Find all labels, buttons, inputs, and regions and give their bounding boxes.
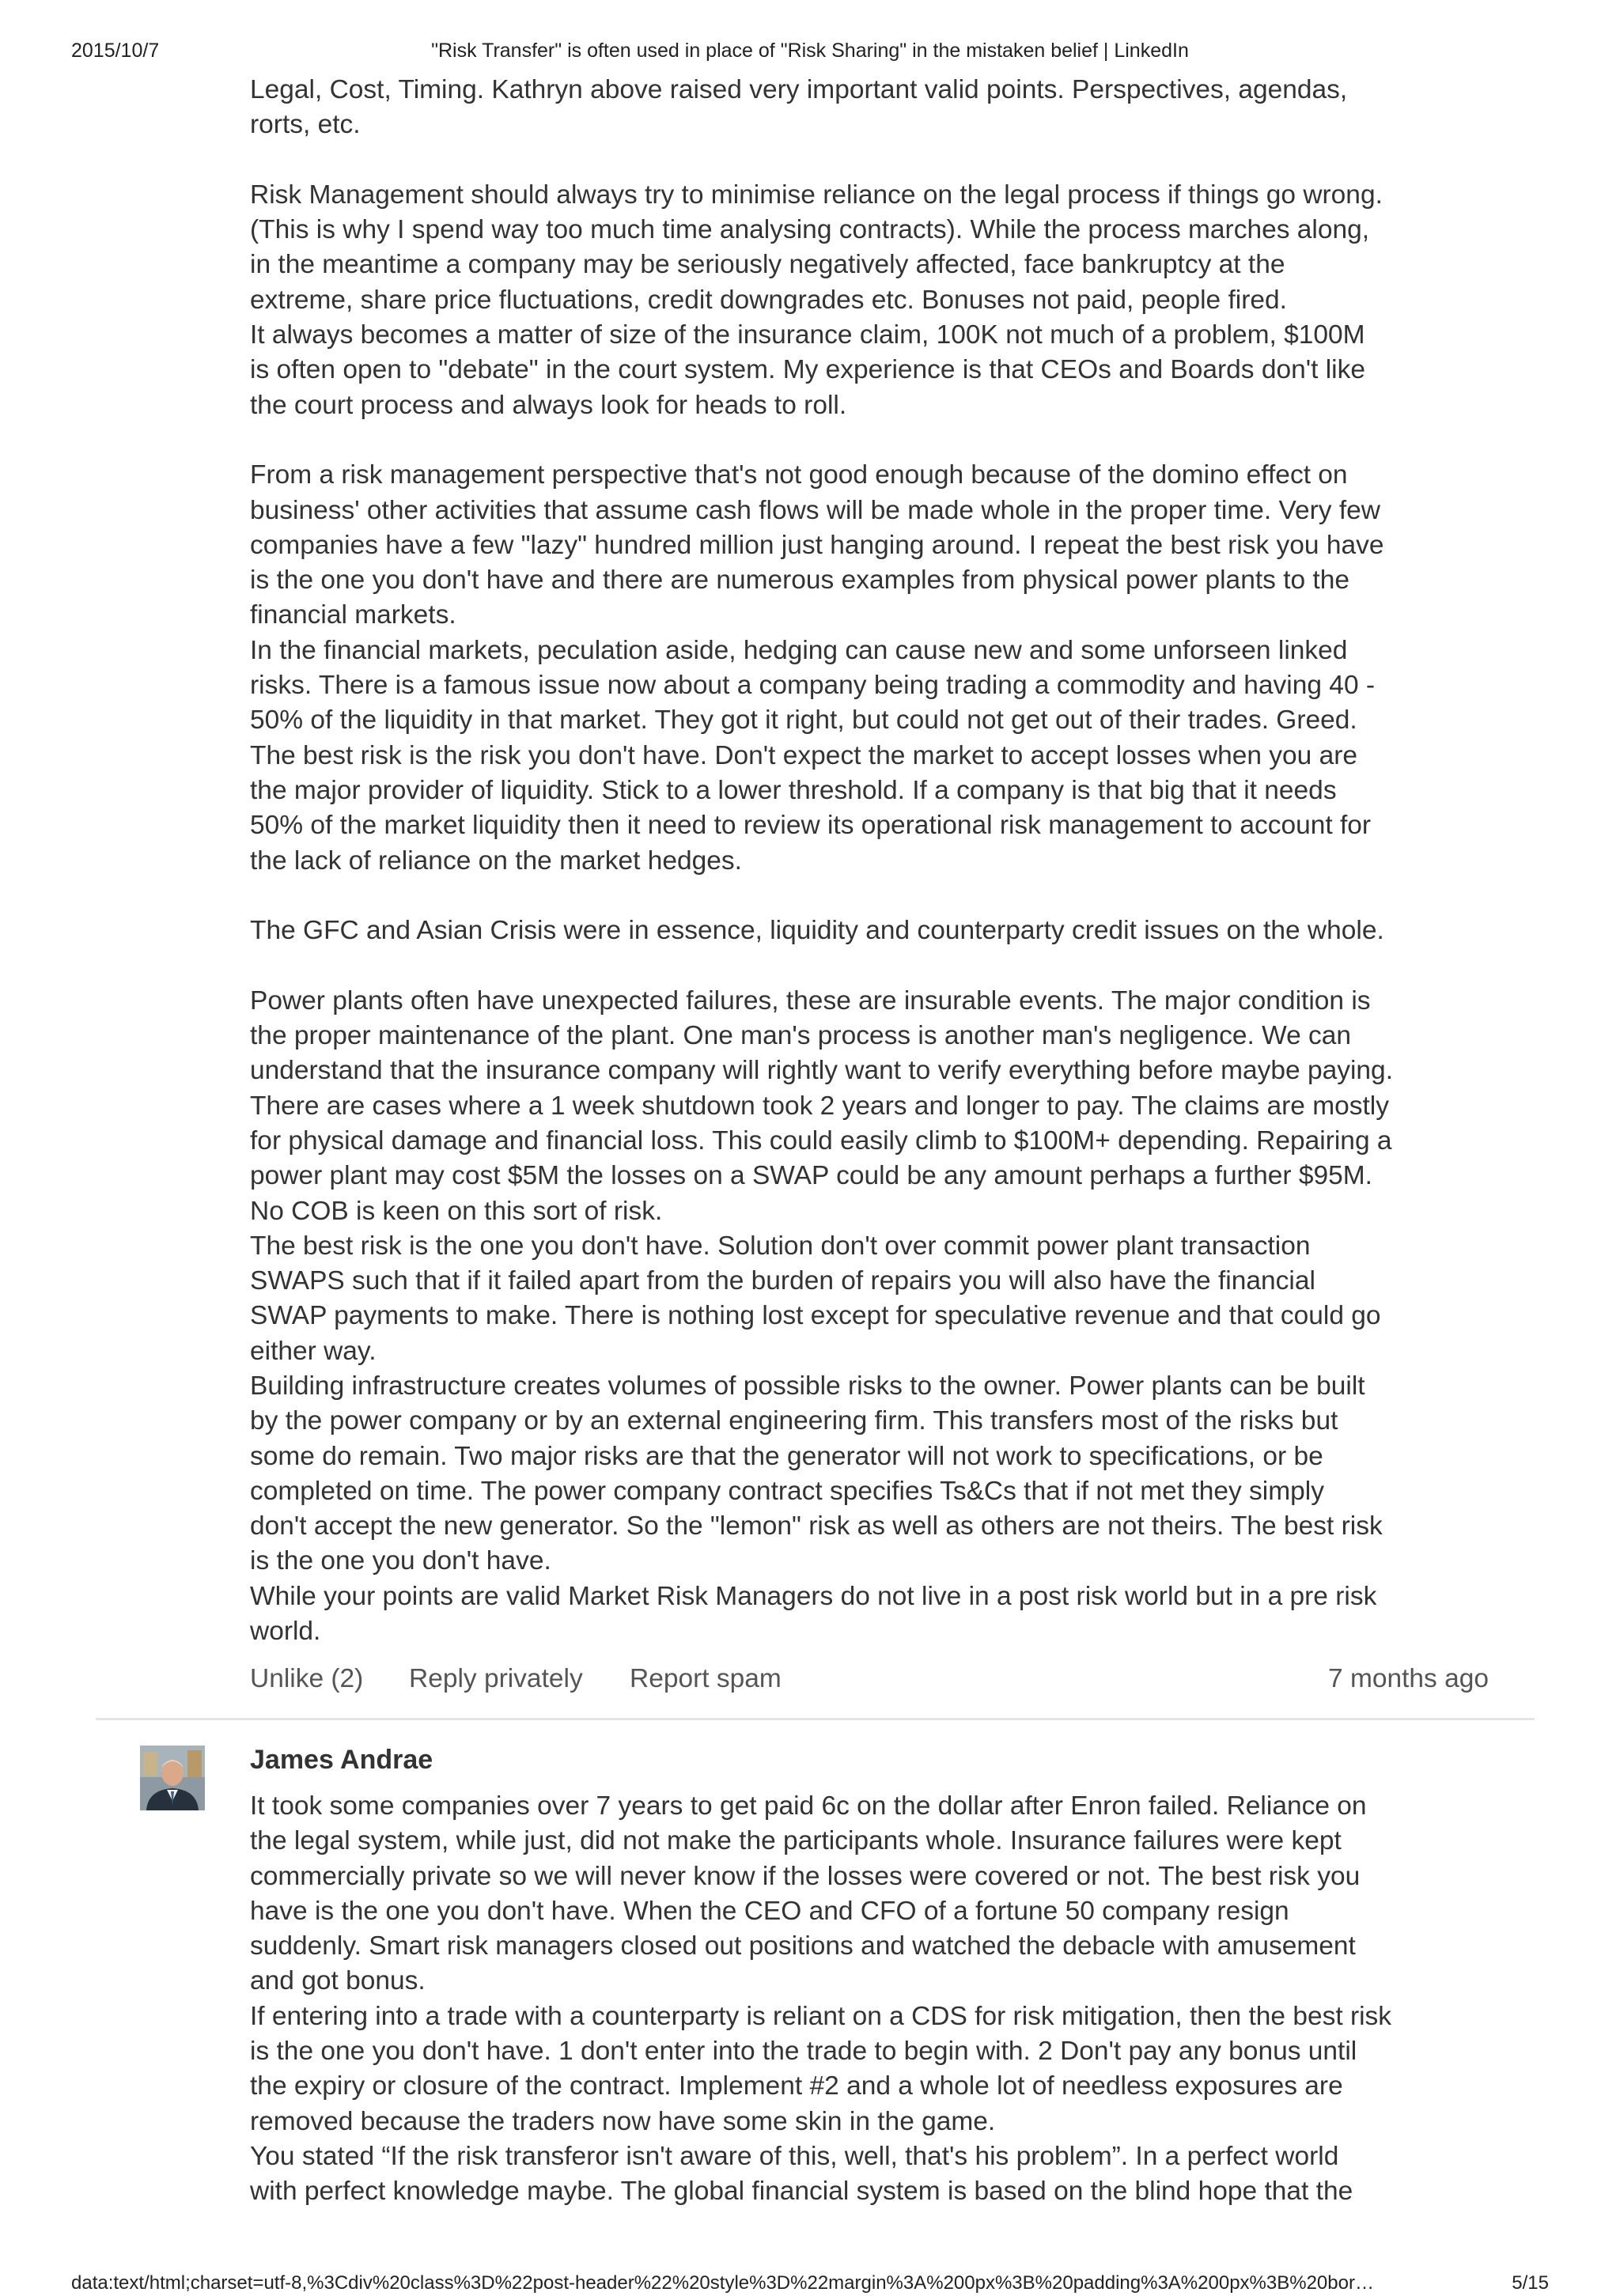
comment-line: by the power company or by an external engineering firm. This transfers most of the risks but — [250, 1406, 1338, 1436]
comment-line: the lack of reliance on the market hedges. — [250, 845, 742, 876]
comment-line: have is the one you don't have. When the CEO and CFO of a fortune 50 company resign — [250, 1896, 1289, 1926]
print-header — [71, 40, 1549, 63]
comment-line: completed on time. The power company contract specifies Ts&Cs that if not met they simply — [250, 1476, 1324, 1506]
comment-line: power plant may cost $5M the losses on a SWAP could be any amount perhaps a further $95M. — [250, 1161, 1372, 1191]
comment-line: either way. — [250, 1336, 377, 1366]
comment-line: financial markets. — [250, 600, 456, 630]
comment-line: is the one you don't have and there are numerous examples from physical power plants to the — [250, 565, 1350, 596]
comment-divider — [96, 1718, 1535, 1720]
comment-line: the major provider of liquidity. Stick to a lower threshold. If a company is that big that it needs — [250, 775, 1337, 805]
print-url: data:text/html;charset=utf-8,%3Cdiv%20class%3D%22post-header%22%20style%3D%22margin%3A%200px%3B%20padding%3A%200px%3B%20bor… — [71, 2272, 1374, 2294]
comment-line: for physical damage and financial loss. This could easily climb to $100M+ depending. Repairing a — [250, 1125, 1392, 1156]
comment-line: rorts, etc. — [250, 110, 361, 140]
comment-line: extreme, share price fluctuations, credit downgrades etc. Bonuses not paid, people fired. — [250, 285, 1287, 315]
reply-privately-link[interactable]: Reply privately — [409, 1664, 583, 1693]
comment-line: in the meantime a company may be seriously negatively affected, face bankruptcy at the — [250, 250, 1285, 280]
comment-line: business' other activities that assume cash flows will be made whole in the proper time. Very few — [250, 495, 1380, 525]
comment-line: don't accept the new generator. So the "lemon" risk as well as others are not theirs. The best risk — [250, 1511, 1383, 1541]
comment-body — [250, 73, 1531, 1649]
comment-actions — [250, 1662, 1489, 1696]
comment-line: From a risk management perspective that's not good enough because of the domino effect on — [250, 460, 1348, 490]
page-number: 5/15 — [1512, 2272, 1549, 2294]
comment-line: is the one you don't have. 1 don't enter into the trade to begin with. 2 Don't pay any bonus until — [250, 2037, 1357, 2067]
unlike-link[interactable]: Unlike (2) — [250, 1664, 364, 1693]
comment-line: risks. There is a famous issue now about a company being trading a commodity and having 40 - — [250, 671, 1376, 701]
comment-line: 50% of the liquidity in that market. They got it right, but could not get out of their trades. Greed. — [250, 705, 1357, 736]
comment-line: The best risk is the one you don't have. Solution don't over commit power plant transaction — [250, 1231, 1311, 1261]
avatar[interactable] — [140, 1746, 205, 1810]
comment-line — [250, 948, 1531, 983]
comment-line: It took some companies over 7 years to get paid 6c on the dollar after Enron failed. Reliance on — [250, 1791, 1367, 1821]
comment-line: There are cases where a 1 week shutdown took 2 years and longer to pay. The claims are mostly — [250, 1091, 1389, 1121]
comment-line: companies have a few "lazy" hundred million just hanging around. I repeat the best risk you have — [250, 530, 1384, 560]
comment-line: understand that the insurance company will rightly want to verify everything before maybe paying. — [250, 1056, 1393, 1086]
report-spam-link[interactable]: Report spam — [630, 1664, 782, 1693]
comment-line: Legal, Cost, Timing. Kathryn above raised very important valid points. Perspectives, agendas, — [250, 75, 1348, 104]
comment-line: suddenly. Smart risk managers closed out positions and watched the debacle with amusement — [250, 1931, 1356, 1961]
comment-line: the expiry or closure of the contract. Implement #2 and a whole lot of needless exposures are — [250, 2071, 1343, 2101]
comment-line: removed because the traders now have some skin in the game. — [250, 2106, 996, 2136]
comment-line: the legal system, while just, did not make the participants whole. Insurance failures were kept — [250, 1826, 1342, 1856]
comment-line: While your points are valid Market Risk Managers do not live in a post risk world but in a pre risk — [250, 1581, 1377, 1611]
print-date: 2015/10/7 — [71, 40, 160, 62]
comment-line: Risk Management should always try to minimise reliance on the legal process if things go wrong. — [250, 180, 1383, 210]
comment-author-name[interactable]: James Andrae — [250, 1745, 433, 1775]
comment-line — [250, 423, 1531, 458]
comment-line: commercially private so we will never know if the losses were covered or not. The best risk you — [250, 1861, 1361, 1891]
comment-line: (This is why I spend way too much time analysing contracts). While the process marches along, — [250, 215, 1370, 245]
comment-line: It always becomes a matter of size of the insurance claim, 100K not much of a problem, $100M — [250, 320, 1365, 350]
comment-line: SWAP payments to make. There is nothing lost except for speculative revenue and that could go — [250, 1301, 1381, 1331]
comment-line: some do remain. Two major risks are that the generator will not work to specifications, or be — [250, 1441, 1323, 1471]
comment-body — [250, 1789, 1531, 2210]
comment-line: world. — [250, 1617, 321, 1647]
comment-line: SWAPS such that if it failed apart from the burden of repairs you will also have the financial — [250, 1266, 1315, 1296]
comment-line — [250, 143, 1531, 178]
comment-line: the court process and always look for heads to roll. — [250, 390, 847, 420]
comment-line: You stated “If the risk transferor isn't aware of this, well, that's his problem”. In a perfect world — [250, 2141, 1339, 2171]
comment-line: The best risk is the risk you don't have. Don't expect the market to accept losses when you are — [250, 740, 1358, 770]
comment-line: No COB is keen on this sort of risk. — [250, 1196, 663, 1226]
comment-line: the proper maintenance of the plant. One man's process is another man's negligence. We can — [250, 1021, 1352, 1051]
person-photo-icon — [140, 1746, 205, 1810]
print-footer — [71, 2272, 1549, 2296]
comment-line: If entering into a trade with a counterparty is reliant on a CDS for risk mitigation, then the best risk — [250, 2001, 1392, 2031]
comment-line: In the financial markets, peculation aside, hedging can cause new and some unforseen linked — [250, 635, 1348, 665]
comment-line: 50% of the market liquidity then it need to review its operational risk management to account for — [250, 811, 1372, 841]
comment-line: Building infrastructure creates volumes of possible risks to the owner. Power plants can be built — [250, 1371, 1365, 1401]
print-page-title: "Risk Transfer" is often used in place of "Risk Sharing" in the mistaken belief | LinkedIn — [431, 40, 1189, 62]
comment-line: with perfect knowledge maybe. The global financial system is based on the blind hope that the — [250, 2177, 1353, 2207]
comment-line — [250, 879, 1531, 913]
comment-line: and got bonus. — [250, 1966, 426, 1996]
comment-timestamp: 7 months ago — [1328, 1664, 1489, 1693]
comment-line: Power plants often have unexpected failures, these are insurable events. The major condition is — [250, 985, 1371, 1016]
comment-line: is often open to "debate" in the court system. My experience is that CEOs and Boards don't like — [250, 355, 1366, 385]
comment-line: is the one you don't have. — [250, 1546, 551, 1576]
comment-line: The GFC and Asian Crisis were in essence, liquidity and counterparty credit issues on the whole. — [250, 916, 1384, 946]
